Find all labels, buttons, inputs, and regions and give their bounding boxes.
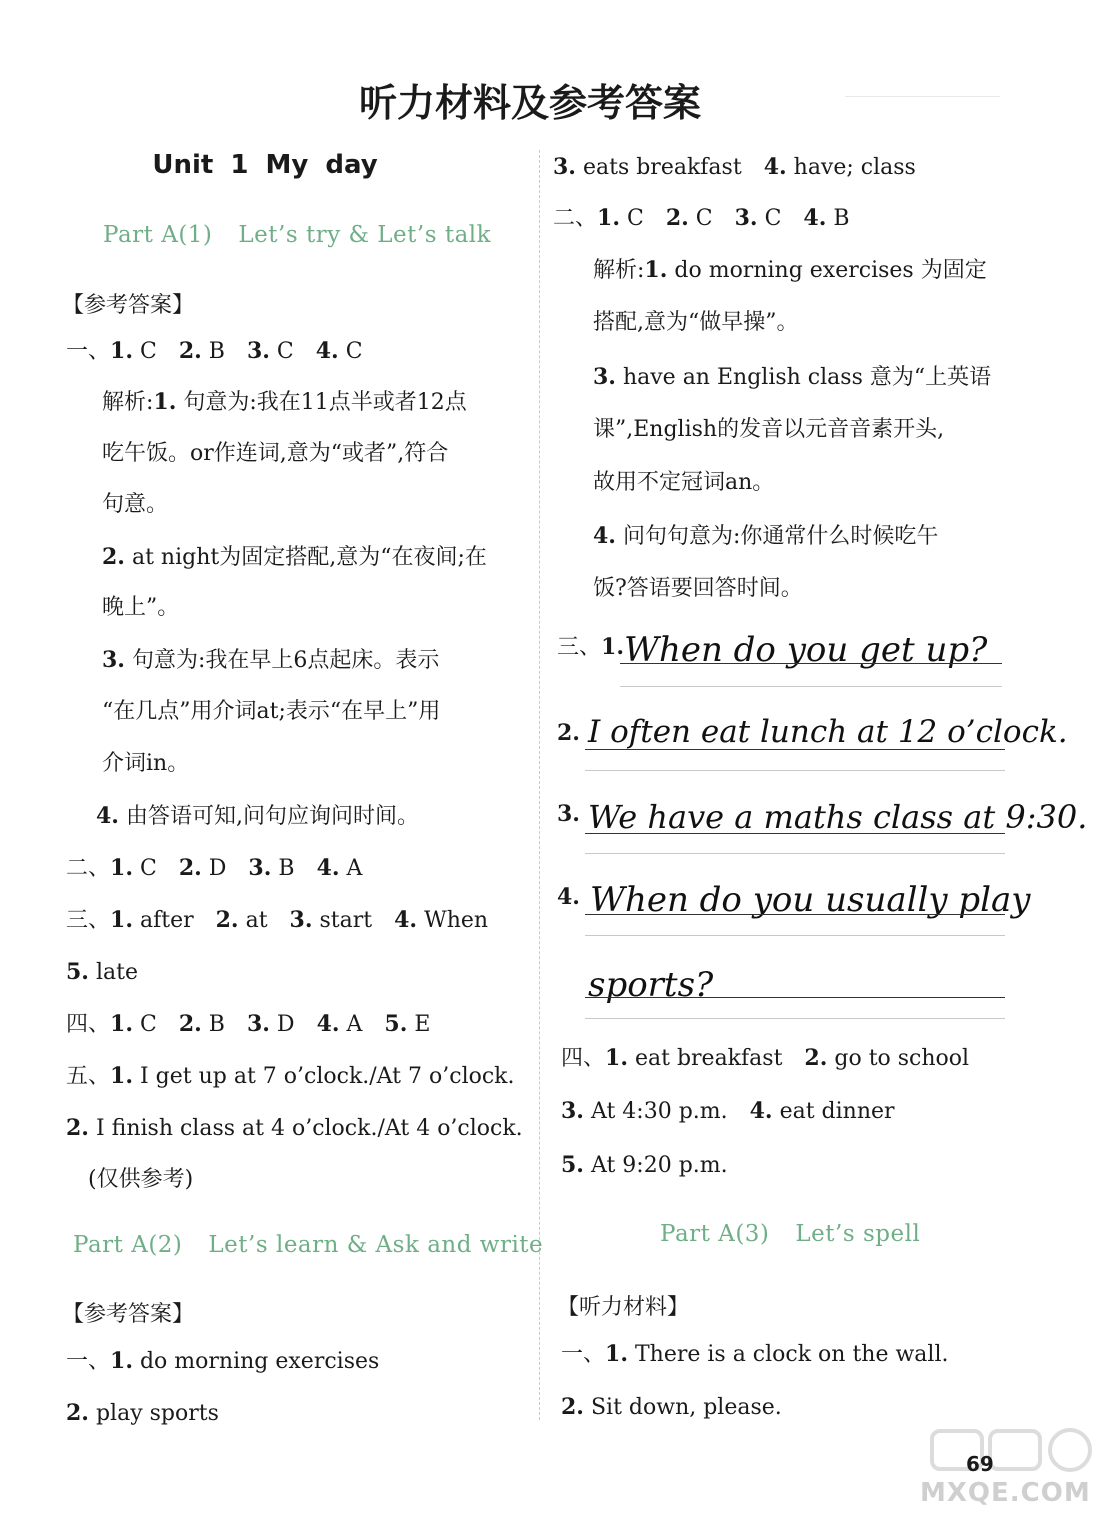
writing-guide-line (620, 686, 1002, 687)
explanation-line: 3. have an English class 意为“上英语 (593, 364, 992, 390)
writing-line (585, 997, 1005, 998)
explanation-line: 解析:1. do morning exercises 为固定 (593, 257, 987, 283)
explanation-line: 饭?答语要回答时间。 (593, 576, 803, 601)
watermark-logo-icon (930, 1425, 1100, 1473)
answer-line: 一、1. C 2. B 3. C 4. C (66, 338, 363, 364)
answer-line: 三、1. after 2. at 3. start 4. When (66, 907, 489, 933)
writing-guide-line (585, 1018, 1005, 1019)
handwriting-number: 三、1. (557, 634, 624, 660)
explanation-line: 4. 由答语可知,问句应询问时间。 (96, 803, 419, 829)
explanation-line: 课”,English的发音以元音音素开头, (593, 417, 945, 442)
answer-line: 一、1. do morning exercises (66, 1348, 380, 1374)
page-title: 听力材料及参考答案 (358, 81, 701, 125)
listening-line: 2. Sit down, please. (561, 1394, 782, 1420)
writing-line (585, 749, 1005, 750)
writing-guide-line (585, 853, 1005, 854)
explanation-line: 故用不定冠词an。 (593, 470, 775, 495)
writing-line (585, 833, 1005, 834)
answer-line: 二、1. C 2. D 3. B 4. A (66, 855, 363, 881)
handwriting-number: 3. (557, 801, 580, 827)
writing-guide-line (585, 770, 1005, 771)
handwritten-answer: When do you usually play (590, 880, 1031, 920)
explanation-line: 搭配,意为“做早操”。 (593, 310, 799, 335)
explanation-line: 2. at night为固定搭配,意为“在夜间;在 (102, 544, 487, 570)
title-rule (845, 96, 1000, 97)
watermark: MXQE.COM (920, 1478, 1091, 1508)
listening-material-header: 【听力材料】 (557, 1295, 690, 1320)
answer-line: 2. I finish class at 4 o’clock./At 4 o’clock. (66, 1115, 523, 1141)
explanation-line: 4. 问句句意为:你通常什么时候吃午 (593, 523, 939, 549)
page-number: 69 (966, 1452, 994, 1476)
part-heading-a3: Part A(3) Let’s spell (660, 1221, 921, 1247)
note-line: (仅供参考) (88, 1167, 194, 1192)
part-heading-a2: Part A(2) Let’s learn & Ask and write (73, 1232, 544, 1258)
answer-line: 二、1. C 2. C 3. C 4. B (553, 205, 850, 231)
writing-line (620, 663, 1002, 664)
answer-line: 5. At 9:20 p.m. (561, 1152, 728, 1178)
explanation-line: 晚上”。 (102, 595, 180, 620)
unit-title: Unit 1 My day (152, 150, 378, 180)
handwriting-number: 4. (557, 884, 580, 910)
explanation-line: 介词in。 (102, 751, 190, 776)
listening-line: 一、1. There is a clock on the wall. (561, 1341, 949, 1367)
answer-line: 3. At 4:30 p.m. 4. eat dinner (561, 1098, 895, 1124)
answer-key-header: 【参考答案】 (62, 293, 195, 318)
handwritten-answer: I often eat lunch at 12 o’clock. (588, 714, 1068, 750)
handwritten-answer: We have a maths class at 9:30. (588, 798, 1088, 836)
answer-line: 2. play sports (66, 1400, 219, 1426)
handwritten-answer: When do you get up? (624, 630, 988, 670)
answer-key-header: 【参考答案】 (62, 1302, 195, 1327)
answer-line: 四、1. eat breakfast 2. go to school (561, 1045, 970, 1071)
answer-line: 3. eats breakfast 4. have; class (553, 154, 916, 180)
explanation-line: 解析:1. 句意为:我在11点半或者12点 (102, 389, 467, 415)
answer-line: 5. late (66, 959, 138, 985)
explanation-line: 句意。 (102, 492, 169, 517)
explanation-line: “在几点”用介词at;表示“在早上”用 (102, 699, 441, 724)
explanation-line: 吃午饭。or作连词,意为“或者”,符合 (102, 441, 449, 466)
handwriting-number: 2. (557, 720, 580, 746)
writing-line (585, 914, 1005, 915)
column-divider (539, 150, 540, 1420)
answer-line: 五、1. I get up at 7 o’clock./At 7 o’clock. (66, 1063, 515, 1089)
part-heading-a1: Part A(1) Let’s try & Let’s talk (103, 222, 492, 248)
answer-line: 四、1. C 2. B 3. D 4. A 5. E (66, 1011, 431, 1037)
handwritten-answer: sports? (588, 965, 714, 1005)
writing-guide-line (585, 935, 1005, 936)
explanation-line: 3. 句意为:我在早上6点起床。表示 (102, 647, 440, 673)
